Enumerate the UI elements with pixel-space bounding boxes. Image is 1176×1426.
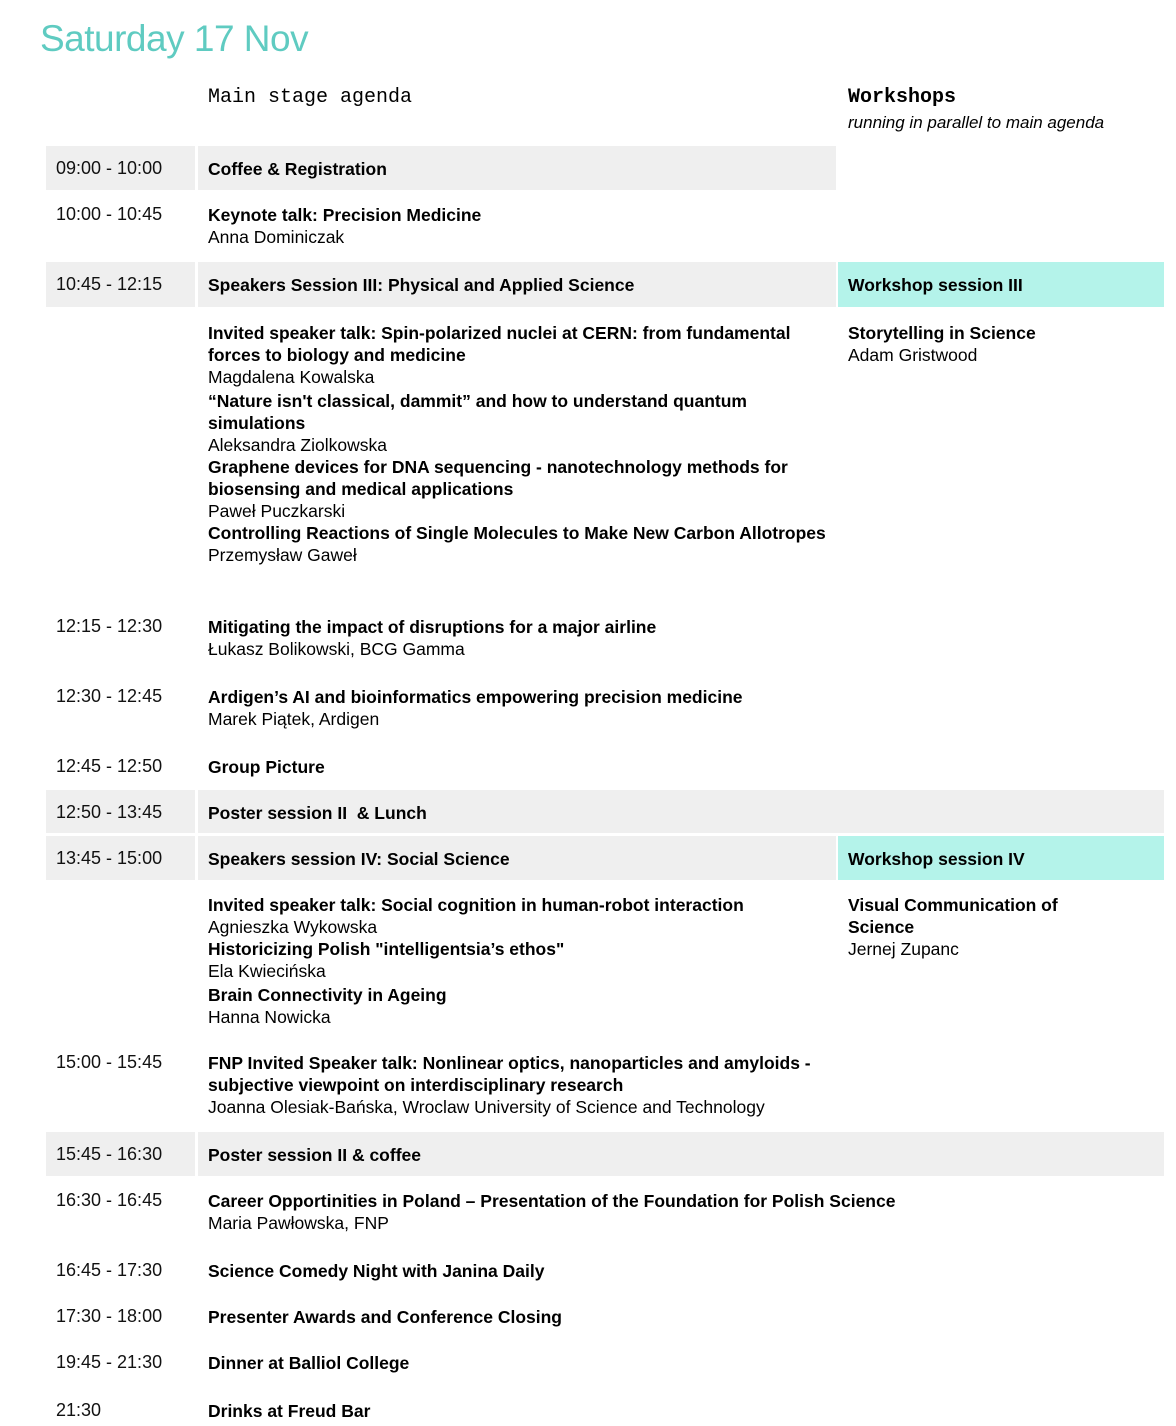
workshops-subheader: running in parallel to main agenda <box>848 113 1105 132</box>
session-title: FNP Invited Speaker talk: Nonlinear optics, nanoparticles and amyloids - subjective viewpoint on interdisciplinary research <box>208 1053 811 1095</box>
session-item <box>208 616 828 660</box>
row-time: 12:45 - 12:50 <box>56 756 163 776</box>
session-item <box>208 848 828 870</box>
talk-speaker: Agnieszka Wykowska <box>208 917 378 937</box>
workshop-session-label: Workshop session III <box>848 275 1023 295</box>
workshop-title: Visual Communication of Science <box>848 895 1058 937</box>
workshop-session-label: Workshop session IV <box>848 849 1025 869</box>
talk-title: Graphene devices for DNA sequencing - nanotechnology methods for biosensing and medical applications <box>208 457 788 499</box>
page-title: Saturday 17 Nov <box>40 18 309 59</box>
session-title: Coffee & Registration <box>208 159 387 179</box>
workshop-title: Storytelling in Science <box>848 323 1036 343</box>
workshop-session <box>848 848 1158 870</box>
session-item <box>208 686 828 730</box>
session-title: Presenter Awards and Conference Closing <box>208 1307 562 1327</box>
talk-speaker: Paweł Puczkarski <box>208 501 346 521</box>
session-speaker: Anna Dominiczak <box>208 227 345 247</box>
session-item <box>208 802 828 824</box>
row-time: 12:50 - 13:45 <box>56 802 163 822</box>
row-time: 15:00 - 15:45 <box>56 1052 163 1072</box>
row-time: 12:15 - 12:30 <box>56 616 163 636</box>
workshops-header: Workshops <box>848 86 957 109</box>
session-item <box>208 274 828 296</box>
talk-speaker: Ela Kwiecińska <box>208 961 326 981</box>
workshop-session <box>848 274 1158 296</box>
workshop-item <box>848 894 1098 960</box>
workshop-speaker: Adam Gristwood <box>848 345 978 365</box>
session-title: Speakers session IV: Social Science <box>208 849 510 869</box>
session-title: Speakers Session III: Physical and Applied Science <box>208 275 635 295</box>
session-title: Mitigating the impact of disruptions for a major airline <box>208 617 657 637</box>
row-time: 09:00 - 10:00 <box>56 158 163 178</box>
session-item <box>208 1144 828 1166</box>
row-time: 10:45 - 12:15 <box>56 274 163 294</box>
row-time: 16:30 - 16:45 <box>56 1190 163 1210</box>
session-item <box>208 204 828 248</box>
talk-title: Controlling Reactions of Single Molecules to Make New Carbon Allotropes <box>208 523 826 543</box>
talk-speaker: Magdalena Kowalska <box>208 367 375 387</box>
session-title: Science Comedy Night with Janina Daily <box>208 1261 545 1281</box>
row-time: 13:45 - 15:00 <box>56 848 163 868</box>
row-time: 16:45 - 17:30 <box>56 1260 163 1280</box>
session-speaker: Marek Piątek, Ardigen <box>208 709 380 729</box>
talk-speaker: Aleksandra Ziolkowska <box>208 435 387 455</box>
session-title: Group Picture <box>208 757 325 777</box>
talk-title: Invited speaker talk: Social cognition in human-robot interaction <box>208 895 744 915</box>
session-title: Poster session II & coffee <box>208 1145 421 1165</box>
row-time: 10:00 - 10:45 <box>56 204 163 224</box>
session-title: Ardigen’s AI and bioinformatics empowering precision medicine <box>208 687 743 707</box>
session-title: Drinks at Freud Bar <box>208 1401 371 1421</box>
session-item <box>208 1052 833 1118</box>
session-speaker: Maria Pawłowska, FNP <box>208 1213 389 1233</box>
talk-speaker: Przemysław Gaweł <box>208 545 357 565</box>
row-time: 17:30 - 18:00 <box>56 1306 163 1326</box>
main-stage-header: Main stage agenda <box>208 86 413 109</box>
session-item <box>208 1400 828 1422</box>
session-item <box>208 1306 828 1328</box>
workshop-speaker: Jernej Zupanc <box>848 939 959 959</box>
session-item <box>208 1260 828 1282</box>
row-time: 12:30 - 12:45 <box>56 686 163 706</box>
talk-speaker: Hanna Nowicka <box>208 1007 331 1027</box>
talk-title: Brain Connectivity in Ageing <box>208 985 447 1005</box>
talk-title: “Nature isn't classical, dammit” and how to understand quantum simulations <box>208 391 747 433</box>
talk-title: Historicizing Polish "intelligentsia’s ethos" <box>208 939 565 959</box>
workshop-item <box>848 322 1158 366</box>
session-title: Keynote talk: Precision Medicine <box>208 205 482 225</box>
session-title: Poster session II & Lunch <box>208 803 427 823</box>
session-speaker: Łukasz Bolikowski, BCG Gamma <box>208 639 465 659</box>
session-title: Career Opportinities in Poland – Presentation of the Foundation for Polish Science <box>208 1191 896 1211</box>
session-item <box>208 158 828 180</box>
session-item <box>208 1352 828 1374</box>
session-item <box>208 1190 1108 1234</box>
session-item <box>208 756 828 778</box>
row-time: 15:45 - 16:30 <box>56 1144 163 1164</box>
talk-title: Invited speaker talk: Spin-polarized nuclei at CERN: from fundamental forces to biology and medicine <box>208 323 791 365</box>
talk-list <box>208 322 828 566</box>
row-time: 21:30 <box>56 1400 102 1420</box>
session-speaker: Joanna Olesiak-Bańska, Wroclaw University of Science and Technology <box>208 1097 765 1117</box>
session-title: Dinner at Balliol College <box>208 1353 410 1373</box>
talk-list <box>208 894 828 1028</box>
row-time: 19:45 - 21:30 <box>56 1352 163 1372</box>
